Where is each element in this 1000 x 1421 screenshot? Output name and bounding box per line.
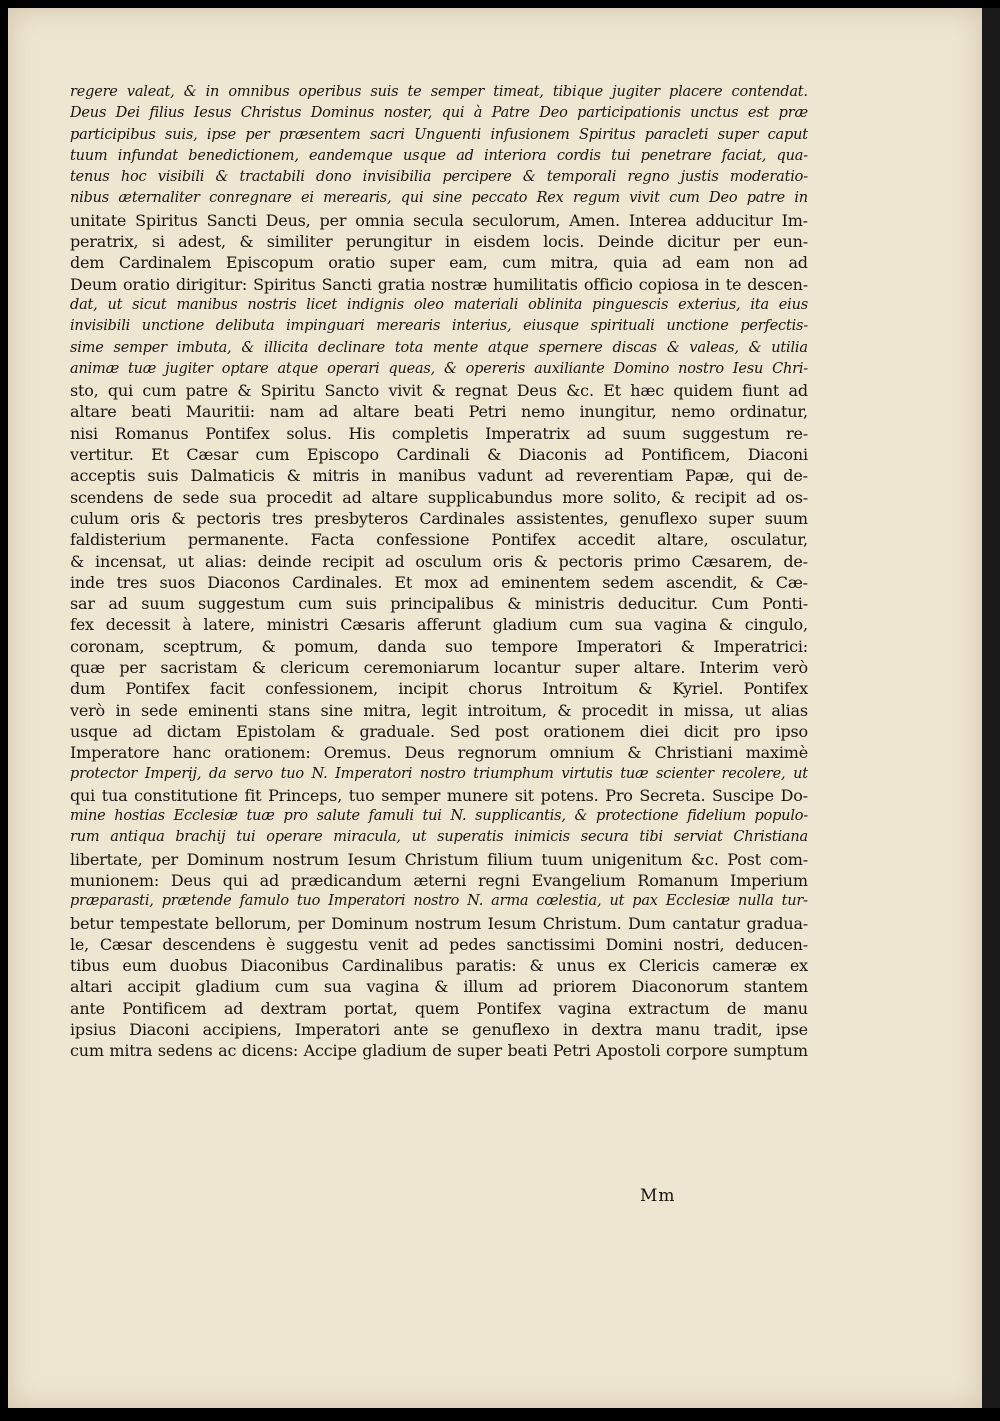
text-line: dum Pontifex facit confessionem, incipit chorus Introitum & Kyriel. Pontifex	[70, 679, 808, 699]
text-line: fex decessit à latere, ministri Cæsaris afferunt gladium cum sua vagina & cingulo,	[70, 615, 808, 635]
text-line: munionem: Deus qui ad prædicandum æterni regni Evangelium Romanum Imperium	[70, 870, 808, 890]
text-line: ante Pontificem ad dextram portat, quem Pontifex vagina extractum de manu	[70, 998, 808, 1018]
text-line: vertitur. Et Cæsar cum Episcopo Cardinali & Diaconis ad Pontificem, Diaconi	[70, 445, 808, 465]
text-line: participibus suis, ipse per præsentem sacri Unguenti infusionem Spiritus paracleti super caput	[70, 126, 808, 143]
text-line: tuum infundat benedictionem, eandemque usque ad interiora cordis tui penetrare faciat, qua-	[70, 147, 808, 164]
text-line: tibus eum duobus Diaconibus Cardinalibus paratis: & unus ex Clericis cameræ ex	[70, 956, 808, 976]
text-line: le, Cæsar descendens è suggestu venit ad pedes sanctissimi Domini nostri, deducen-	[70, 934, 808, 954]
text-line: altare beati Mauritii: nam ad altare beati Petri nemo inungitur, nemo ordinatur,	[70, 402, 808, 422]
text-line: betur tempestate bellorum, per Dominum nostrum Iesum Christum. Dum cantatur gradua-	[70, 913, 808, 933]
text-line: sto, qui cum patre & Spiritu Sancto vivit & regnat Deus &c. Et hæc quidem fiunt ad	[70, 381, 808, 401]
text-line: sime semper imbuta, & illicita declinare tota mente atque spernere discas & valeas, & utilia	[70, 339, 808, 356]
text-line: rum antiqua brachij tui operare miracula, ut superatis inimicis secura tibi serviat Christiana	[70, 829, 808, 846]
text-line: nisi Romanus Pontifex solus. His completis Imperatrix ad suum suggestum re-	[70, 423, 808, 443]
text-line: qui tua constitutione fit Princeps, tuo semper munere sit potens. Pro Secreta. Suscipe Do-	[70, 785, 808, 805]
text-line: dat, ut sicut manibus nostris licet indignis oleo materiali oblinita pinguescis exterius, ita eius	[70, 296, 808, 313]
text-line: faldisterium permanente. Facta confessione Pontifex accedit altare, osculatur,	[70, 530, 808, 550]
text-line: altari accipit gladium cum sua vagina & illum ad priorem Diaconorum stantem	[70, 977, 808, 997]
text-line: protector Imperij, da servo tuo N. Imperatori nostro triumphum virtutis tuæ scienter recolere, ut	[70, 765, 808, 782]
text-line: & incensat, ut alias: deinde recipit ad osculum oris & pectoris primo Cæsarem, de-	[70, 551, 808, 571]
text-line: Deum oratio dirigitur: Spiritus Sancti gratia nostræ humilitatis officio copiosa in te descen-	[70, 274, 808, 294]
signature-mark: Mm	[640, 1186, 676, 1206]
text-line: scendens de sede sua procedit ad altare supplicabundus more solito, & recipit ad os-	[70, 487, 808, 507]
book-page	[8, 8, 982, 1408]
text-line: dem Cardinalem Episcopum oratio super eam, cum mitra, quia ad eam non ad	[70, 253, 808, 273]
text-line: usque ad dictam Epistolam & graduale. Sed post orationem diei dicit pro ipso	[70, 721, 808, 741]
text-line: culum oris & pectoris tres presbyteros Cardinales assistentes, genuflexo super suum	[70, 508, 808, 528]
text-line: regere valeat, & in omnibus operibus suis te semper timeat, tibique jugiter placere contendat.	[70, 84, 808, 100]
text-line: Imperatore hanc orationem: Oremus. Deus regnorum omnium & Christiani maximè	[70, 743, 808, 763]
body-text	[70, 82, 808, 1062]
text-line: animæ tuæ jugiter optare atque operari queas, & opereris auxiliante Domino nostro Iesu Chri-	[70, 360, 808, 377]
text-line: Deus Dei filius Iesus Christus Dominus noster, qui à Patre Deo participationis unctus est præ	[70, 105, 808, 122]
text-line: tenus hoc visibili & tractabili dono invisibilia percipere & temporali regno justis moderatio-	[70, 169, 808, 186]
text-line: nibus æternaliter conregnare ei merearis, qui sine peccato Rex regum vivit cum Deo patre in	[70, 190, 808, 207]
text-line: cum mitra sedens ac dicens: Accipe gladium de super beati Petri Apostoli corpore sumptum	[70, 1041, 808, 1061]
page-edge	[982, 8, 1000, 1408]
text-line: præparasti, prætende famulo tuo Imperatori nostro N. arma cœlestia, ut pax Ecclesiæ nulla tur-	[70, 893, 808, 910]
text-line: sar ad suum suggestum cum suis principalibus & ministris deducitur. Cum Ponti-	[70, 594, 808, 614]
text-line: inde tres suos Diaconos Cardinales. Et mox ad eminentem sedem ascendit, & Cæ-	[70, 572, 808, 592]
text-line: ipsius Diaconi accipiens, Imperatori ante se genuflexo in dextra manu tradit, ipse	[70, 1020, 808, 1040]
text-line: coronam, sceptrum, & pomum, danda suo tempore Imperatori & Imperatrici:	[70, 636, 808, 656]
text-line: unitate Spiritus Sancti Deus, per omnia secula seculorum, Amen. Interea adducitur Im-	[70, 210, 808, 230]
text-line: acceptis suis Dalmaticis & mitris in manibus vadunt ad reverentiam Papæ, qui de-	[70, 466, 808, 486]
text-line: invisibili unctione delibuta impinguari merearis interius, eiusque spirituali unctione perfectis-	[70, 318, 808, 335]
text-line: peratrix, si adest, & similiter perungitur in eisdem locis. Deinde dicitur per eun-	[70, 232, 808, 252]
text-line: libertate, per Dominum nostrum Iesum Christum filium tuum unigenitum &c. Post com-	[70, 849, 808, 869]
text-line: verò in sede eminenti stans sine mitra, legit introitum, & procedit in missa, ut alias	[70, 700, 808, 720]
text-line: mine hostias Ecclesiæ tuæ pro salute famuli tui N. supplicantis, & protectione fidelium populo-	[70, 808, 808, 825]
text-line: quæ per sacristam & clericum ceremoniarum locantur super altare. Interim verò	[70, 658, 808, 678]
